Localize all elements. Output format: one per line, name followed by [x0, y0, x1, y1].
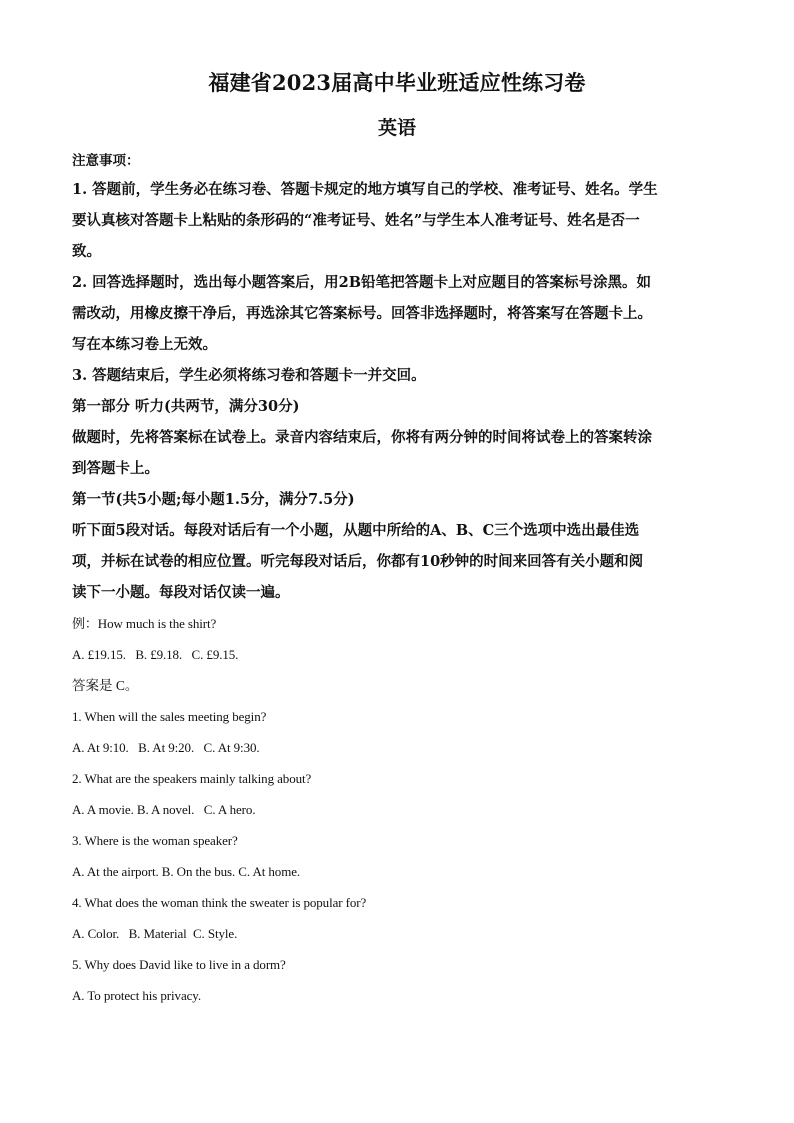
exam-title: 福建省2023届高中毕业班适应性练习卷 — [208, 70, 586, 95]
notice-line: 需改动，用橡皮擦干净后，再选涂其它答案标号。回答非选择题时，将答案写在答题卡上。 — [72, 305, 652, 322]
example-question: 例：How much is the shirt? — [72, 616, 217, 631]
notice-line: 致。 — [72, 243, 101, 260]
question-options: A. To protect his privacy. — [72, 988, 201, 1003]
notice-item-3 — [72, 360, 722, 391]
notice-item-1 — [72, 174, 722, 267]
notice-item-2 — [72, 267, 722, 360]
part1-instruction — [72, 422, 722, 484]
notice-heading: 注意事项： — [72, 153, 140, 169]
question-options: A. At the airport. B. On the bus. C. At home. — [72, 864, 301, 879]
question-options: A. Color. B. Material C. Style. — [72, 926, 238, 941]
notice-line: 2. 回答选择题时，选出每小题答案后，用2B铅笔把答题卡上对应题目的答案标号涂黑。如 — [72, 274, 652, 291]
question-stem: 4. What does the woman think the sweater is popular for? — [72, 895, 367, 910]
instruction-line: 听下面5段对话。每段对话后有一个小题，从题中所给的A、B、C三个选项中选出最佳选 — [72, 522, 640, 539]
exam-subject: 英语 — [377, 117, 416, 139]
question-stem: 1. When will the sales meeting begin? — [72, 709, 267, 724]
notice-line: 1. 答题前，学生务必在练习卷、答题卡规定的地方填写自己的学校、准考证号、姓名。学生 — [72, 181, 658, 198]
instruction-line: 做题时，先将答案标在试卷上。录音内容结束后，你将有两分钟的时间将试卷上的答案转涂 — [72, 429, 652, 446]
exam-page — [72, 66, 722, 1011]
example-options: A. £19.15. B. £9.18. C. £9.15. — [72, 647, 239, 662]
notice-line: 写在本练习卷上无效。 — [72, 336, 217, 353]
question-stem: 5. Why does David like to live in a dorm? — [72, 957, 286, 972]
question-options: A. A movie. B. A novel. C. A hero. — [72, 802, 256, 817]
question-stem: 2. What are the speakers mainly talking about? — [72, 771, 312, 786]
question-stem: 3. Where is the woman speaker? — [72, 833, 238, 848]
section1-heading: 第一节(共5小题;每小题1.5分，满分7.5分) — [72, 491, 355, 508]
section1-instruction — [72, 515, 722, 608]
part1-heading: 第一部分 听力(共两节，满分30分) — [72, 398, 300, 415]
notice-line: 要认真核对答题卡上粘贴的条形码的“准考证号、姓名”与学生本人准考证号、姓名是否一 — [72, 212, 640, 229]
instruction-line: 项，并标在试卷的相应位置。听完每段对话后，你都有10秒钟的时间来回答有关小题和阅 — [72, 553, 644, 570]
question-options: A. At 9:10. B. At 9:20. C. At 9:30. — [72, 740, 260, 755]
instruction-line: 到答题卡上。 — [72, 460, 159, 477]
instruction-line: 读下一小题。每段对话仅读一遍。 — [72, 584, 290, 601]
notice-line: 3. 答题结束后，学生必须将练习卷和答题卡一并交回。 — [72, 367, 426, 384]
example-answer: 答案是 C。 — [72, 678, 139, 693]
